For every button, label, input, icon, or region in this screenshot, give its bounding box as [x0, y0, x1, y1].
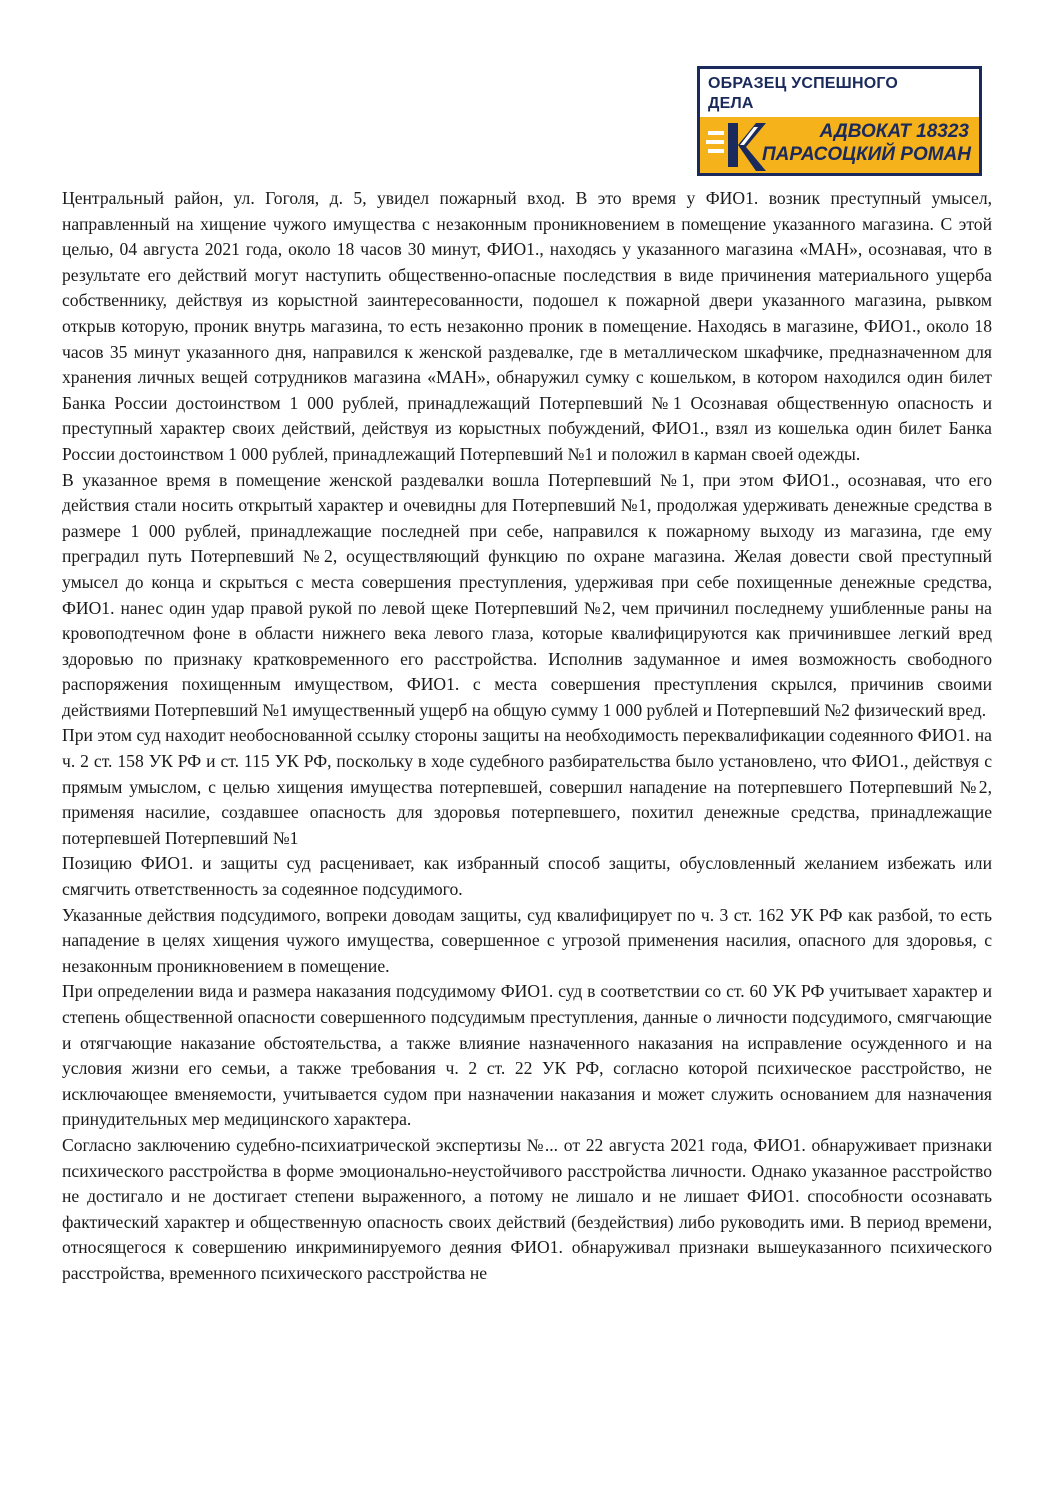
paragraph: Позицию ФИО1. и защиты суд расценивает, как избранный способ защиты, обусловленный желанием избежать или смягчить ответственность за содеянное подсудимого. [62, 853, 992, 900]
paragraph: При этом суд находит необоснованной ссылку стороны защиты на необходимость переквалификации содеянного ФИО1. на ч. 2 ст. 158 УК РФ и ст. 115 УК РФ, поскольку в ходе судебного разбирательства было установлено, что ФИО1., действуя с прямым умыслом, с целью хищения имущества потерпевшей, совершил нападение на потерпевшего Потерпевший №2, применяя насилие, создавшее опасность для здоровья потерпевшего, похитил денежные средства, принадлежащие потерпевшей Потерпевший №1 [62, 725, 992, 848]
law-firm-badge [697, 66, 982, 176]
law-firm-logo-icon [704, 117, 768, 173]
badge-title-line-1: ОБРАЗЕЦ УСПЕШНОГО [708, 75, 899, 92]
badge-advocate-name: ПАРАСОЦКИЙ РОМАН [762, 144, 971, 165]
paragraph: Центральный район, ул. Гоголя, д. 5, увидел пожарный вход. В это время у ФИО1. возник преступный умысел, направленный на хищение чужого имущества с незаконным проникновением в помещение указанного магазина. С этой целью, 04 августа 2021 года, около 18 часов 30 минут, ФИО1., находясь у указанного магазина «МАН», осознавая, что в результате его действий могут наступить общественно-опасные последствия в виде причинения материального ущерба собственнику, действуя из корыстной заинтересованности, подошел к пожарной двери указанного магазина, рывком открыв которую, проник внутрь магазина, то есть незаконно проник в помещение. Находясь в магазине, ФИО1., около 18 часов 35 минут указанного дня, направился к женской раздевалке, где в металлическом шкафчике, предназначенном для хранения личных вещей сотрудников магазина «МАН», обнаружил сумку с кошельком, в котором находился один билет Банка России достоинством 1 000 рублей, принадлежащий Потерпевший №1 Осознавая общественную опасность и преступный характер своих действий, действуя из корыстных побуждений, ФИО1., взял из кошелька один билет Банка России достоинством 1 000 рублей, принадлежащий Потерпевший №1 и положил в карман своей одежды. [62, 188, 992, 464]
paragraph: Указанные действия подсудимого, вопреки доводам защиты, суд квалифицирует по ч. 3 ст. 162 УК РФ как разбой, то есть нападение в целях хищения чужого имущества, совершенное с угрозой применения насилия, опасного для здоровья, с незаконным проникновением в помещение. [62, 904, 992, 976]
badge-advocate-number: АДВОКАТ 18323 [819, 121, 969, 142]
paragraph: При определении вида и размера наказания подсудимому ФИО1. суд в соответствии со ст. 60 УК РФ учитывает характер и степень общественной опасности совершенного подсудимым преступления, данные о личности подсудимого, смягчающие и отягчающие наказание обстоятельства, а также влияние назначенного наказания на исправление осужденного и на условия жизни его семьи, а также требования ч. 2 ст. 22 УК РФ, согласно которой психическое расстройство, не исключающее вменяемости, учитывается судом при назначении наказания и может служить основанием для назначения принудительных мер медицинского характера. [62, 981, 992, 1130]
document-body [62, 186, 992, 1287]
paragraph: Согласно заключению судебно-психиатрической экспертизы №... от 22 августа 2021 года, ФИО1. обнаруживает признаки психического расстройства в форме эмоционально-неустойчивого расстройства личности. Однако указанное расстройство не достигало и не достигает степени выраженного, а потому не лишало и не лишает ФИО1. способности осознавать фактический характер и общественную опасность своих действий (бездействия) либо руководить ими. В период времени, относящегося к совершению инкриминируемого деяния ФИО1. обнаруживал признаки вышеуказанного психического расстройства, временного психического расстройства не [62, 1134, 992, 1283]
paragraph: В указанное время в помещение женской раздевалки вошла Потерпевший №1, при этом ФИО1., осознавая, что его действия стали носить открытый характер и очевидны для Потерпевший №1, продолжая удерживать денежные средства в размере 1 000 рублей, принадлежащие последней при себе, направился к пожарному выходу из магазина, где ему преградил путь Потерпевший №2, осуществляющий функцию по охране магазина. Желая довести свой преступный умысел до конца и скрыться с места совершения преступления, удерживая при себе похищенные денежные средства, ФИО1. нанес один удар правой рукой по левой щеке Потерпевший №2, чем причинил последнему ушибленные раны на кровоподтечном фоне в области нижнего века левого глаза, которые квалифицируются как причинившее легкий вред здоровью по признаку кратковременного его расстройства. Исполнив задуманное и имея возможность свободного распоряжения похищенным имуществом, ФИО1. с места совершения преступления скрылся, причинив своими действиями Потерпевший №1 имущественный ущерб на общую сумму 1 000 рублей и Потерпевший №2 физический вред. [62, 469, 992, 720]
badge-title-line-2: ДЕЛА [708, 95, 754, 112]
